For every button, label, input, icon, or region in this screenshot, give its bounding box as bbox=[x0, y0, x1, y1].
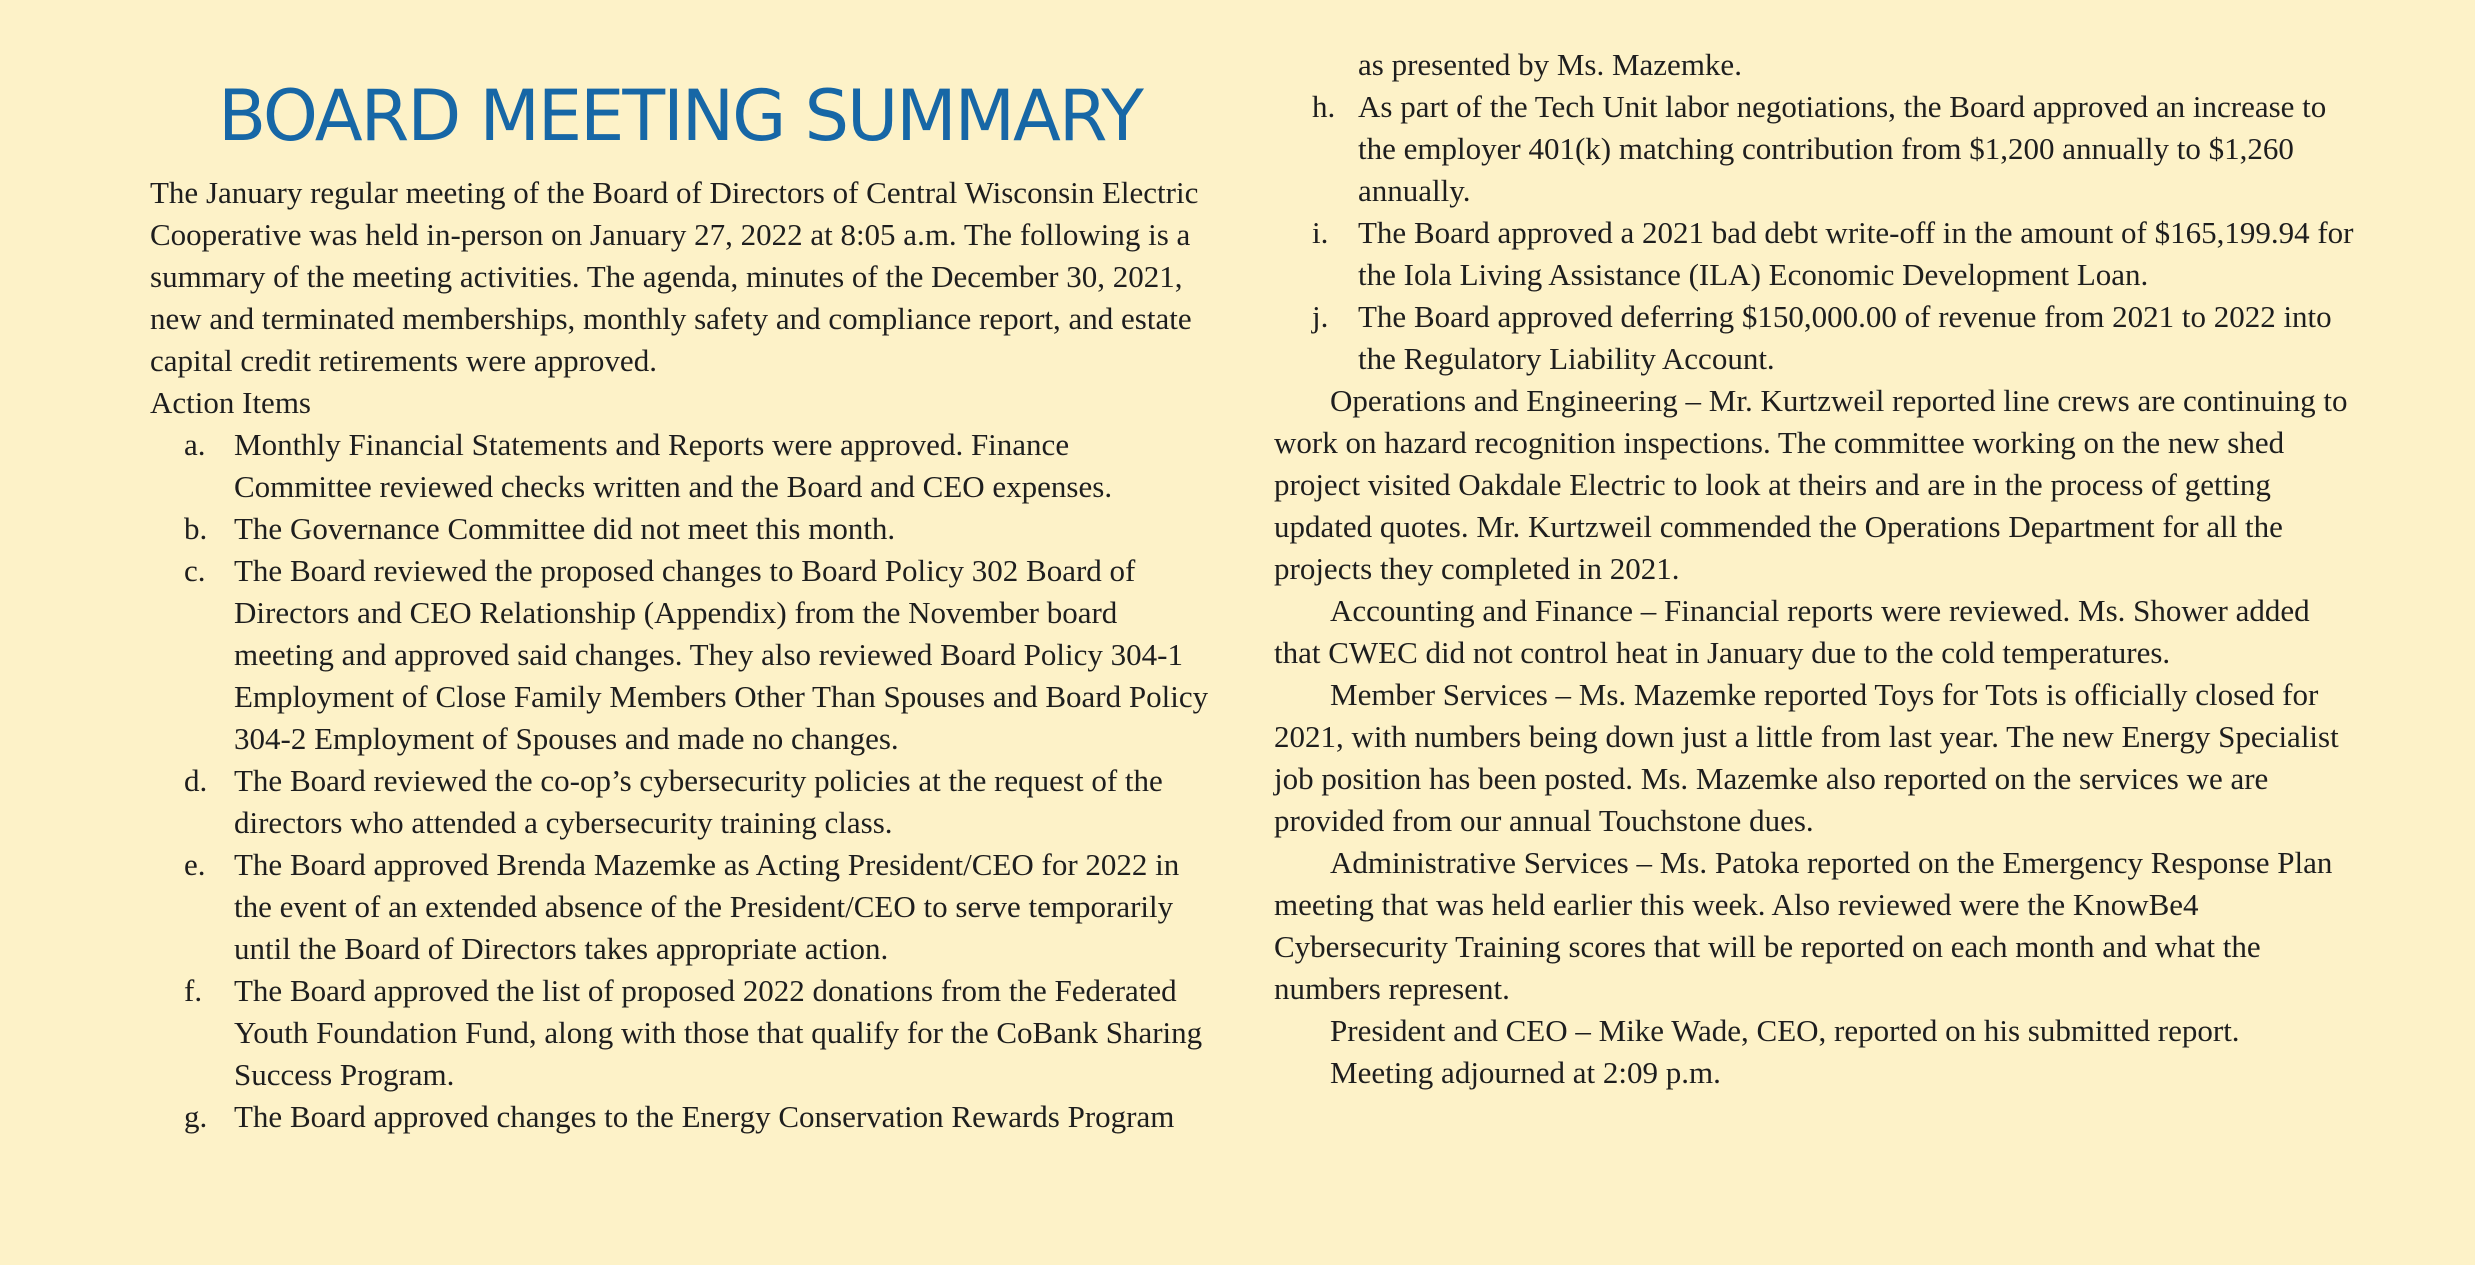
page-title: BOARD MEETING SUMMARY bbox=[218, 75, 1142, 157]
item-letter: c. bbox=[184, 553, 206, 588]
item-text: The Board approved deferring $150,000.00 of revenue from 2021 to 2022 into the Regulatory Liability Account. bbox=[1358, 299, 2332, 376]
action-items-list-continued bbox=[1274, 86, 2354, 380]
item-text: As part of the Tech Unit labor negotiations, the Board approved an increase to the employer 401(k) matching contribution from $1,200 annually to $1,260 annually. bbox=[1358, 89, 2327, 208]
item-letter: b. bbox=[184, 511, 208, 546]
item-letter: a. bbox=[184, 427, 206, 462]
item-letter: e. bbox=[184, 847, 206, 882]
item-text: The Board reviewed the co-op’s cybersecurity policies at the request of the directors who attended a cybersecurity training class. bbox=[234, 763, 1163, 840]
item-text: The Board reviewed the proposed changes to Board Policy 302 Board of Directors and CEO Relationship (Appendix) from the November board meeting and approved said changes. They also reviewed Board Policy 304-1 Employment of Close Family Members Other Than Spouses and Board Policy 304-2 Employment of Spouses and made no changes. bbox=[234, 553, 1209, 756]
action-item-e bbox=[150, 844, 1210, 970]
intro-paragraph: The January regular meeting of the Board of Directors of Central Wisconsin Electric Cooperative was held in-person on January 27, 2022 at 8:05 a.m. The following is a summary of the meeting activities. The agenda, minutes of the December 30, 2021, new and terminated memberships, monthly safety and compliance report, and estate capital credit retirements were approved. bbox=[150, 175, 1199, 378]
action-items-heading: Action Items bbox=[150, 385, 311, 420]
item-letter: j. bbox=[1312, 299, 1329, 334]
action-item-f bbox=[150, 970, 1210, 1096]
action-item-c bbox=[150, 550, 1210, 760]
item-text: The Board approved a 2021 bad debt write-off in the amount of $165,199.94 for the Iola Living Assistance (ILA) Economic Development Loan. bbox=[1358, 215, 2354, 292]
action-item-a bbox=[150, 424, 1210, 508]
item-text: The Board approved Brenda Mazemke as Acting President/CEO for 2022 in the event of an extended absence of the President/CEO to serve temporarily until the Board of Directors takes appropriate action. bbox=[234, 847, 1180, 966]
item-letter: f. bbox=[184, 973, 203, 1008]
report-accounting-finance: Accounting and Finance – Financial reports were reviewed. Ms. Shower added that CWEC did not control heat in January due to the cold temperatures. bbox=[1274, 593, 2310, 670]
action-item-j bbox=[1274, 296, 2354, 380]
meeting-adjourned: Meeting adjourned at 2:09 p.m. bbox=[1330, 1055, 1721, 1090]
action-item-b bbox=[150, 508, 1210, 550]
report-president-ceo: President and CEO – Mike Wade, CEO, reported on his submitted report. bbox=[1330, 1013, 2240, 1048]
item-text: The Board approved the list of proposed 2022 donations from the Federated Youth Foundation Fund, along with those that qualify for the CoBank Sharing Success Program. bbox=[234, 973, 1203, 1092]
item-letter: h. bbox=[1312, 89, 1336, 124]
report-administrative-services: Administrative Services – Ms. Patoka reported on the Emergency Response Plan meeting that was held earlier this week. Also reviewed were the KnowBe4 Cybersecurity Training scores that will be reported on each month and what the numbers represent. bbox=[1274, 845, 2333, 1006]
action-item-h bbox=[1274, 86, 2354, 212]
right-column bbox=[1274, 0, 2354, 1094]
item-text: Monthly Financial Statements and Reports were approved. Finance Committee reviewed checks written and the Board and CEO expenses. bbox=[234, 427, 1113, 504]
item-letter: g. bbox=[184, 1099, 208, 1134]
action-item-i bbox=[1274, 212, 2354, 296]
action-items-list bbox=[150, 424, 1210, 1138]
report-member-services: Member Services – Ms. Mazemke reported Toys for Tots is officially closed for 2021, with numbers being down just a little from last year. The new Energy Specialist job position has been posted. Ms. Mazemke also reported on the services we are provided from our annual Touchstone dues. bbox=[1274, 677, 2339, 838]
item-text: The Board approved changes to the Energy Conservation Rewards Program bbox=[234, 1099, 1175, 1134]
action-item-g bbox=[150, 1096, 1210, 1138]
action-item-d bbox=[150, 760, 1210, 844]
report-operations-engineering: Operations and Engineering – Mr. Kurtzweil reported line crews are continuing to work on hazard recognition inspections. The committee working on the new shed project visited Oakdale Electric to look at theirs and are in the process of getting updated quotes. Mr. Kurtzweil commended the Operations Department for all the projects they completed in 2021. bbox=[1274, 383, 2348, 586]
item-text: The Governance Committee did not meet this month. bbox=[234, 511, 896, 546]
item-letter: i. bbox=[1312, 215, 1329, 250]
item-letter: d. bbox=[184, 763, 208, 798]
left-column bbox=[150, 0, 1210, 1138]
action-item-g-continued: as presented by Ms. Mazemke. bbox=[1358, 47, 1742, 82]
